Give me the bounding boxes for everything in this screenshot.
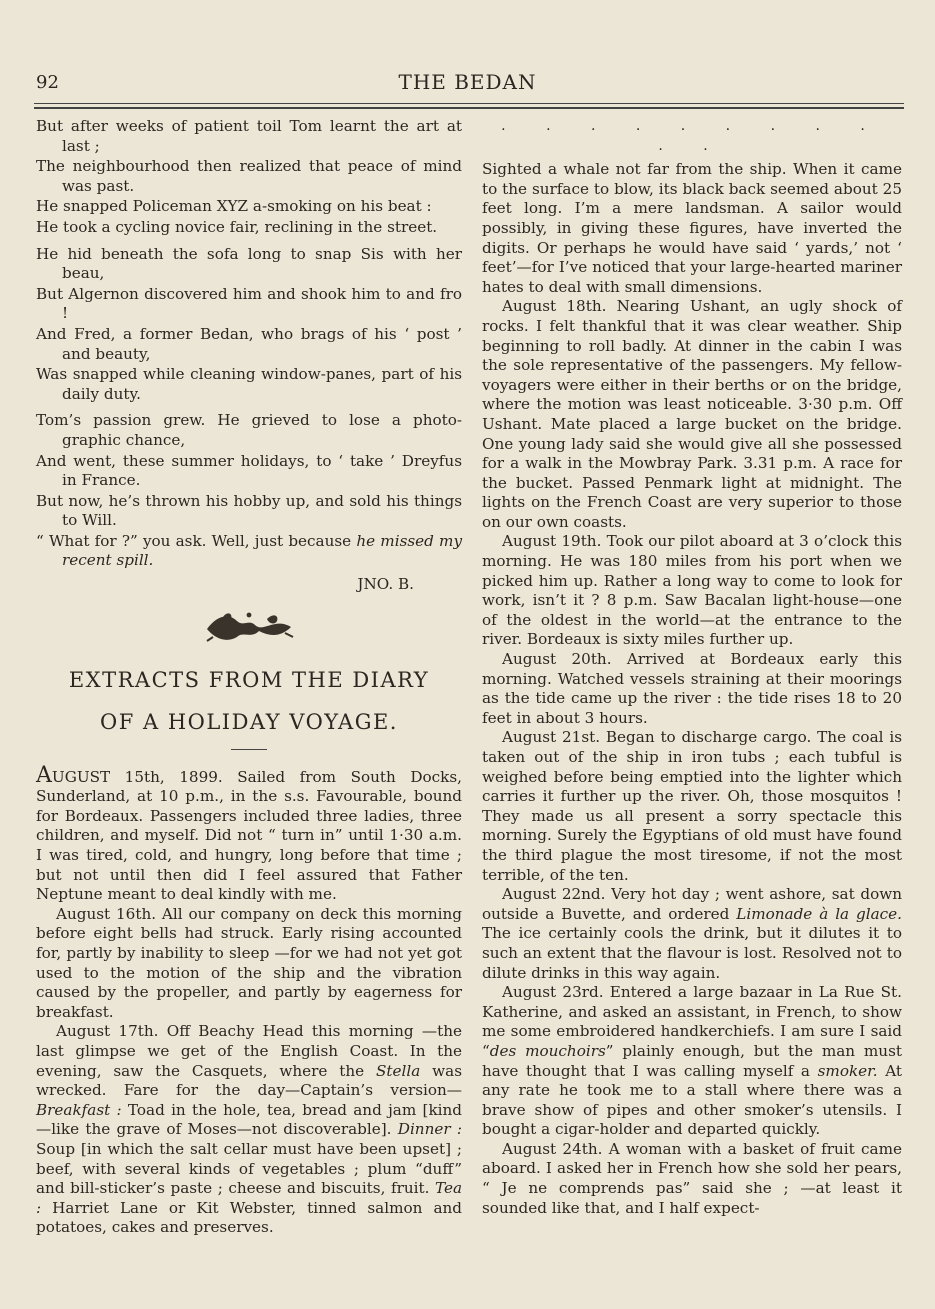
paragraph-text: ” plainly enough, but the man must have thought that I was calling myself a (482, 1041, 902, 1080)
paragraph-text: August 22nd. Very hot day ; went ashore, sat down outside a Buvette, and ordered (482, 885, 902, 923)
paragraph-text: August 17th. Off Beachy Head this morning —the last glimpse we get of the English Coast. In the evening, saw the Casquets, where the (36, 1022, 462, 1080)
right-column (482, 117, 902, 1218)
paragraph-text: UGUST 15th, 1899. Sailed from South Docks, Sunderland, at 10 p.m., in the s.s. Favourable, bound for Bordeaux. Passengers included three ladies, three children, and myself. Did not “ turn in” until 1·30 a.m. I was tired, cold, and hungry, long before that time ; but not until then did I feel assured that Father Neptune meant to deal kindly with me. (36, 767, 462, 904)
drop-cap: A (36, 762, 52, 788)
diary-paragraph: August 24th. A woman with a basket of fruit came aboard. I asked her in French how she sold her pears, “ Je ne comprends pas” said she ; —at least it sounded like that, and I half expect- (482, 1139, 902, 1217)
diary-paragraph: August 18th. Nearing Ushant, an ugly shock of rocks. I felt thankful that it was clear weather. Ship beginning to roll badly. At dinner in the cabin I was the sole representative of the passengers. My fellow-voyagers were either in their berths or on the bridge, where the motion was least noticeable. 3·30 p.m. Off Ushant. Mate placed a large bucket on the bridge. One young lady said she would give all she possessed for a walk in the Mowbray Park. 3.31 p.m. A race for the bucket. Passed Penmark light at midnight. The lights on the French Coast are very superior to those on our own coasts. (482, 297, 902, 531)
paragraph-text: Soup [in which the salt cellar must have been upset] ; beef, with several kinds of vegetables ; plum “duff” and bill-sticker’s paste ; cheese and biscuits, fruit. (36, 1139, 462, 1198)
diary-paragraph: August 19th. Took our pilot aboard at 3 o’clock this morning. He was 180 miles from his port when we picked him up. Rather a long way to come to look for work, isn’t it ? 8 p.m. Saw Bacalan light-house—one of the oldest in the world—at the entrance to the river. Bordeaux is sixty miles further up. (482, 532, 902, 649)
poem-line: But after weeks of patient toil Tom learnt the art at last ; (36, 117, 462, 155)
diary-paragraph: Sighted a whale not far from the ship. When it came to the surface to blow, its black back seemed about 25 feet long. I’m a mere landsman. A sailor would possibly, in giving these figures, have inverted the digits. Or perhaps he would have said ‘ yards,’ not ‘ feet’—for I’ve noticed that your large-hearted mariner hates to deal with small dimensions. (482, 160, 902, 296)
poem-line: And Fred, a former Bedan, who brags of his ‘ post ’ and beauty, (36, 324, 462, 363)
italic-text: Stella (376, 1061, 421, 1080)
italic-text: Dinner : (397, 1120, 463, 1139)
italic-text: des mouchoirs (489, 1041, 606, 1060)
page-number: 92 (36, 72, 59, 93)
fleuron-icon (203, 609, 295, 643)
poem-signature: JNO. B. (357, 575, 414, 594)
header-rule-thin (34, 103, 904, 104)
paragraph-text: August 23rd. Entered a large bazaar in La Rue St. Katherine, and asked an assistant, in French, to show me some embroidered handkerchiefs. I am sure I said “ (482, 983, 902, 1060)
poem-line: The neighbourhood then realized that peace of mind was past. (36, 157, 462, 195)
running-title: THE BEDAN (398, 70, 537, 94)
poem-line-text: “ What for ?” you ask. Well, just because (36, 531, 352, 550)
poem-italic: he missed my recent spill. (62, 531, 463, 570)
poem-line: But now, he’s thrown his hobby up, and sold his things to Will. (36, 491, 462, 530)
poem (36, 117, 462, 595)
poem-line: But Algernon discovered him and shook him to and fro ! (36, 284, 462, 323)
poem-line: He hid beneath the sofa long to snap Sis with her beau, (36, 244, 462, 283)
poem-line: He took a cycling novice fair, reclining in the street. (36, 217, 438, 236)
poem-line: He snapped Policeman XYZ a-smoking on his beat : (36, 197, 432, 216)
paragraph-text: At any rate he took me to a stall where there was a brave show of pipes and other smoker’s utensils. I bought a cigar-holder and departed quickly. (482, 1061, 903, 1139)
italic-text: smoker. (817, 1061, 878, 1080)
left-column (36, 117, 462, 1238)
diary-paragraph (482, 885, 902, 983)
paragraph-text: The ice certainly cools the drink, but it dilutes it to such an extent that the flavour is lost. Resolved not to dilute drinks in this way again. (482, 924, 902, 982)
paragraph-text: Harriet Lane or Kit Webster, tinned salmon and potatoes, cakes and preserves. (36, 1198, 463, 1237)
italic-text: Tea : (36, 1179, 463, 1217)
diary-paragraph (36, 762, 462, 905)
italic-text: Breakfast : (36, 1100, 122, 1119)
diary-paragraph: August 20th. Arrived at Bordeaux early this morning. Watched vessels straining at their moorings as the tide came up the river : the tide rises 18 to 20 feet in about 3 hours. (482, 650, 902, 727)
diary-paragraph (36, 1022, 462, 1238)
diary-paragraph (482, 983, 902, 1140)
ornament-fleuron (36, 609, 462, 643)
paragraph-text: was wrecked. Fare for the day—Captain’s version— (36, 1061, 463, 1100)
poem-line: Was snapped while cleaning window-panes, part of his daily duty. (36, 365, 462, 403)
article-title-line-1: EXTRACTS FROM THE DIARY (68, 667, 430, 692)
italic-text: Limonade à la glace. (736, 904, 902, 923)
page-header (0, 62, 935, 102)
paragraph-text: Toad in the hole, tea, bread and jam [kind—like the grave of Moses—not discoverable]. (36, 1100, 463, 1139)
header-rule-thick (34, 107, 904, 109)
poem-line (36, 532, 462, 571)
section-dots: . . . . . . . . . . . (501, 118, 883, 154)
diary-paragraph: August 16th. All our company on deck this morning before eight bells had struck. Early rising accounted for, partly by inability to sleep —for we had not yet got used to the motion of the ship and the vibration caused by the propeller, and partly by eagerness for breakfast. (36, 904, 462, 1021)
poem-line: Tom’s passion grew. He grieved to lose a photo-graphic chance, (36, 411, 462, 449)
article-title (36, 665, 462, 737)
diary-paragraph: August 21st. Began to discharge cargo. The coal is taken out of the ship in iron tubs ; each tubful is weighed before being emptied into the lighter which carries it further up the river. Oh, those mosquitos ! They made us all present a sorry spectacle this morning. Surely the Egyptians of old must have found the third plague the most tiresome, if not the most terrible, of the ten. (482, 728, 902, 884)
article-title-line-2: OF A HOLIDAY VOYAGE. (100, 709, 398, 734)
title-rule (231, 749, 267, 750)
poem-line: And went, these summer holidays, to ‘ take ’ Dreyfus in France. (36, 451, 462, 490)
